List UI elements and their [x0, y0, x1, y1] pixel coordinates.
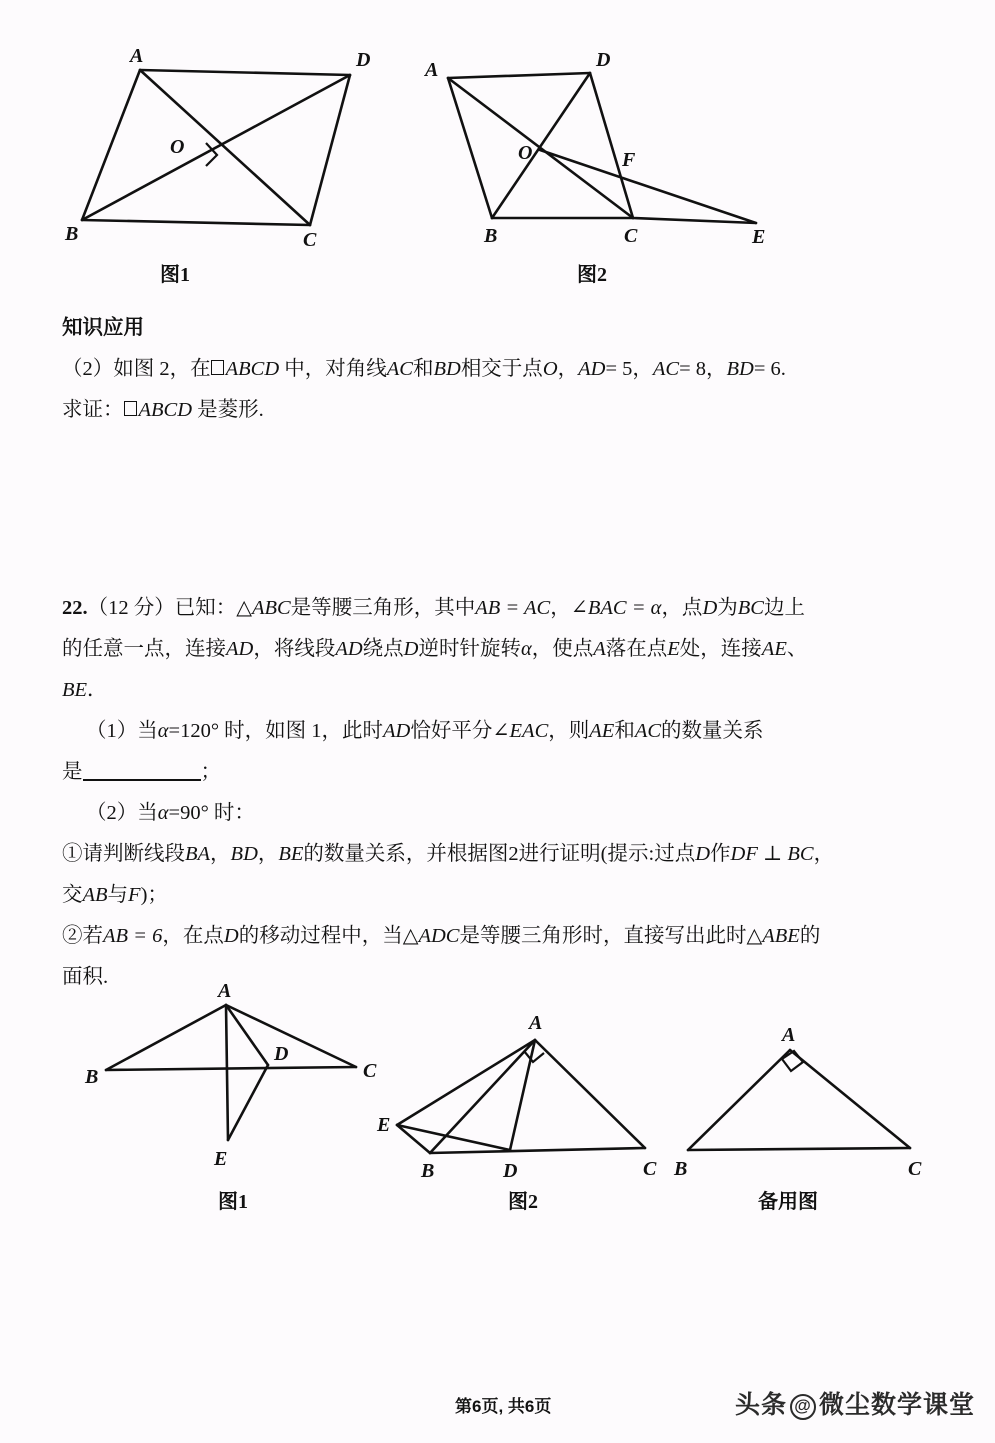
answer-blank-field[interactable] [83, 779, 201, 781]
label-a: A [529, 1012, 543, 1034]
p2-abcd: ABCD [225, 358, 280, 380]
at-symbol-icon: @ [790, 1394, 816, 1420]
q22-stem-angle: ∠BAC = α [570, 597, 662, 619]
q22-l2-p7: 处，连接 [679, 638, 762, 660]
label-o: O [518, 142, 533, 164]
p2-text-3: 相交于点 [460, 358, 543, 380]
parallelogram-symbol-icon-2 [124, 401, 137, 416]
q22-l2-ad2: AD [335, 638, 363, 660]
label-f: F [622, 149, 636, 171]
label-b: B [65, 223, 79, 245]
bottom-figure-2 [375, 1005, 665, 1185]
watermark [735, 1385, 975, 1421]
bottom-figure-3-spare [670, 1005, 945, 1185]
q22-l3-p: ． [87, 679, 108, 701]
p2-and: 和 [412, 358, 434, 380]
right-angle-mark-a [524, 1051, 544, 1062]
q22-stem-d: D [702, 597, 718, 619]
q22-l2-d: D [403, 638, 419, 660]
q22-item2-ab: AB = 6 [103, 925, 163, 947]
segment-ae [397, 1040, 535, 1125]
segment-bc [106, 1067, 356, 1070]
p2-period: . [780, 358, 786, 380]
section-part2-line1: （2）如图 2，在 ABCD 中，对角线AC和BD相交于点O，AD= 5，AC= 8，BD= 6. [62, 358, 786, 380]
label-e: E [752, 226, 766, 248]
label-a: A [218, 980, 232, 1002]
segment-ab [448, 78, 492, 218]
label-c: C [643, 1158, 657, 1180]
segment-de [228, 1065, 268, 1140]
q22-item1-l2-ab: AB [82, 884, 108, 906]
q22-sub1-ae: AE [589, 720, 615, 742]
proof-prefix: 求证： [62, 399, 124, 421]
q22-sub1-alpha: α [157, 720, 169, 742]
bottom-figure-1-svg [78, 975, 391, 1180]
q22-sub1-answer-prefix: 是 [62, 761, 83, 783]
bottom-figure-2-caption: 图2 [508, 1191, 538, 1213]
q22-stem-ab-ac: AB = AC [475, 597, 551, 619]
page-number-footer: 第6页, 共6页 [455, 1397, 552, 1416]
diagonal-bd [492, 73, 590, 218]
diagonal-ac [140, 70, 310, 225]
segment-cb [82, 220, 310, 225]
segment-oe [540, 150, 756, 223]
q22-sub1-p6: 的数量关系 [661, 720, 764, 742]
watermark-prefix: 头条 [735, 1391, 788, 1419]
q22-item2-line1 [62, 916, 942, 957]
segment-ac [226, 1005, 356, 1067]
bottom-figure-1-caption: 图1 [218, 1191, 248, 1213]
label-d: D [356, 49, 371, 71]
segment-ad [448, 73, 590, 78]
segment-ad [510, 1040, 535, 1150]
q22-l2-p5: ，使点 [531, 638, 594, 660]
q22-stem-line1 [62, 588, 942, 629]
q22-item2-d: D [223, 925, 239, 947]
diagonal-bd [82, 75, 350, 220]
q22-item1-p1: ①请判断线段 [62, 843, 185, 865]
parallelogram-symbol-icon [211, 360, 224, 375]
p2-text-2: 中，对角线 [284, 358, 387, 380]
label-b: B [484, 225, 498, 247]
q22-item2-p4: 是等腰三角形时，直接写出此时 [459, 925, 747, 947]
label-a: A [425, 59, 439, 81]
top-figure-2-caption: 图2 [577, 264, 607, 286]
q22-l2-p1: 的任意一点，连接 [62, 638, 226, 660]
p2-bd-val: = 6 [753, 358, 781, 380]
q22-l2-p6: 落在点 [605, 638, 668, 660]
q22-item1-line1 [62, 834, 942, 875]
proof-abcd: ABCD [138, 399, 193, 421]
top-figure-2 [400, 40, 770, 260]
q22-item1-be: BE [278, 843, 304, 865]
segment-dc [590, 73, 633, 218]
label-d: D [596, 49, 611, 71]
p2-ac-val: = 8 [679, 358, 707, 380]
top-figure-2-svg [400, 40, 770, 260]
segment-ae [226, 1005, 228, 1140]
q22-stem-line3 [62, 670, 942, 711]
p2-text-1: （2）如图 2，在 [62, 358, 211, 380]
q22-sub1-p1: （1）当 [86, 720, 158, 742]
q22-item1-l2-f: F [128, 884, 141, 906]
q22-item1-p2: 的数量关系，并根据图2进行证明(提示:过点 [303, 843, 696, 865]
label-d: D [503, 1160, 518, 1182]
q22-item2-p1: ②若 [62, 925, 103, 947]
label-b: B [421, 1160, 435, 1182]
top-figure-1 [60, 40, 390, 260]
q22-sub2-line [62, 793, 942, 834]
q22-item1-d: D [695, 843, 711, 865]
segment-ac [535, 1040, 645, 1148]
q22-sub1-answer-suffix: ； [200, 761, 221, 783]
q22-item2-p3: 的移动过程中，当 [238, 925, 403, 947]
top-figure-1-svg [60, 40, 390, 260]
label-e: E [377, 1114, 391, 1136]
q22-stem-p5: 为 [717, 597, 738, 619]
label-e: E [214, 1148, 228, 1170]
q22-item1-l2-p1: 交 [62, 884, 83, 906]
bottom-figure-3-caption: 备用图 [758, 1191, 818, 1213]
q22-item1-p3: 作 [710, 843, 731, 865]
q22-sub1-line1 [62, 711, 942, 752]
section-proof-line [62, 390, 942, 431]
p2-bd: BD [433, 358, 461, 380]
q22-sub2-p2: =90° 时： [168, 802, 255, 824]
bottom-figure-3-svg [670, 1005, 945, 1185]
label-c: C [303, 229, 317, 251]
q22-item2-adc: △ADC [402, 925, 460, 947]
q22-l2-e: E [667, 638, 680, 660]
q22-item2-abe: △ABE [746, 925, 800, 947]
top-figure-1-caption: 图1 [160, 264, 190, 286]
segment-ad [140, 70, 350, 75]
q22-item1-bd: BD [230, 843, 258, 865]
label-d: D [274, 1043, 289, 1065]
segment-ba [82, 70, 140, 220]
q22-l2-p2: ，将线段 [253, 638, 336, 660]
p2-ad-val: = 5 [605, 358, 633, 380]
p2-ac2: AC [652, 358, 680, 380]
segment-ce [633, 218, 756, 223]
q22-l2-p4: 逆时针旋转 [418, 638, 521, 660]
label-a: A [130, 45, 144, 67]
label-c: C [363, 1060, 377, 1082]
bottom-figure-2-svg [375, 1005, 665, 1185]
label-c: C [624, 225, 638, 247]
q22-item1-ba: BA [185, 843, 211, 865]
label-c: C [908, 1158, 922, 1180]
q22-stem-line2 [62, 629, 942, 670]
q22-stem-bc: BC [737, 597, 764, 619]
segment-bc [430, 1148, 645, 1153]
label-b: B [85, 1066, 99, 1088]
q22-stem-p6: 边上 [763, 597, 805, 619]
q22-item1-line2 [62, 875, 942, 916]
q22-stem-p3: ， [550, 597, 571, 619]
q22-item2-p2: ，在点 [162, 925, 224, 947]
q22-item1-c2: ， [257, 843, 279, 865]
p2-o: O [542, 358, 558, 380]
q22-l2-ad: AD [226, 638, 254, 660]
q22-l3-be: BE [62, 679, 88, 701]
segment-dc [310, 75, 350, 225]
proof-suffix: 是菱形. [197, 399, 264, 421]
label-o: O [170, 136, 185, 158]
q22-stem-p2: 是等腰三角形，其中 [290, 597, 476, 619]
q22-item1-c1: ， [210, 843, 231, 865]
label-a: A [782, 1024, 796, 1046]
q22-sub1-ad: AD [383, 720, 411, 742]
q22-sub1-p5: 和 [614, 720, 635, 742]
watermark-name: 微尘数学课堂 [819, 1391, 976, 1419]
q22-sub1-line2 [62, 752, 942, 793]
bottom-figure-1 [78, 975, 391, 1180]
q22-item1-df: DF ⊥ BC [730, 843, 814, 865]
label-b: B [674, 1158, 688, 1180]
q22-item2-p5: 的 [799, 925, 821, 947]
q22-sub1-p2: =120° 时，如图 1，此时 [168, 720, 384, 742]
knowledge-application-section [62, 308, 942, 431]
q22-l2-ae: AE [761, 638, 787, 660]
q22-l2-a: A [593, 638, 606, 660]
q22-sub2-alpha: α [157, 802, 169, 824]
q22-sub1-angle: ∠EAC [492, 720, 549, 742]
segment-ac [790, 1050, 910, 1148]
question-22 [62, 588, 942, 998]
q22-l2-p8: 、 [786, 638, 808, 660]
q22-marks: （12 分） [87, 597, 175, 619]
p2-ad: AD [578, 358, 606, 380]
q22-l2-alpha: α [520, 638, 532, 660]
q22-stem-p4: ，点 [661, 597, 703, 619]
q22-item1-p4: ， [813, 843, 835, 865]
q22-sub1-ac: AC [634, 720, 662, 742]
q22-sub2-p1: （2）当 [86, 802, 158, 824]
section-heading: 知识应用 [62, 317, 144, 339]
q22-l2-p3: 绕点 [362, 638, 404, 660]
segment-ab [106, 1005, 226, 1070]
segment-bc [688, 1148, 910, 1150]
p2-bd2: BD [726, 358, 754, 380]
q22-stem-tri: △ABC [236, 597, 291, 619]
q22-sub1-p3: 恰好平分 [410, 720, 493, 742]
q22-sub1-p4: ，则 [548, 720, 590, 742]
p2-ac: AC [386, 358, 413, 380]
segment-ab [688, 1050, 790, 1150]
q22-item2-line2: 面积. [62, 966, 109, 988]
q22-number: 22. [62, 597, 88, 619]
q22-stem-p1: 已知： [174, 597, 237, 619]
q22-item1-l2-p2: 与 [107, 884, 129, 906]
q22-item1-l2-p3: )； [140, 884, 168, 906]
